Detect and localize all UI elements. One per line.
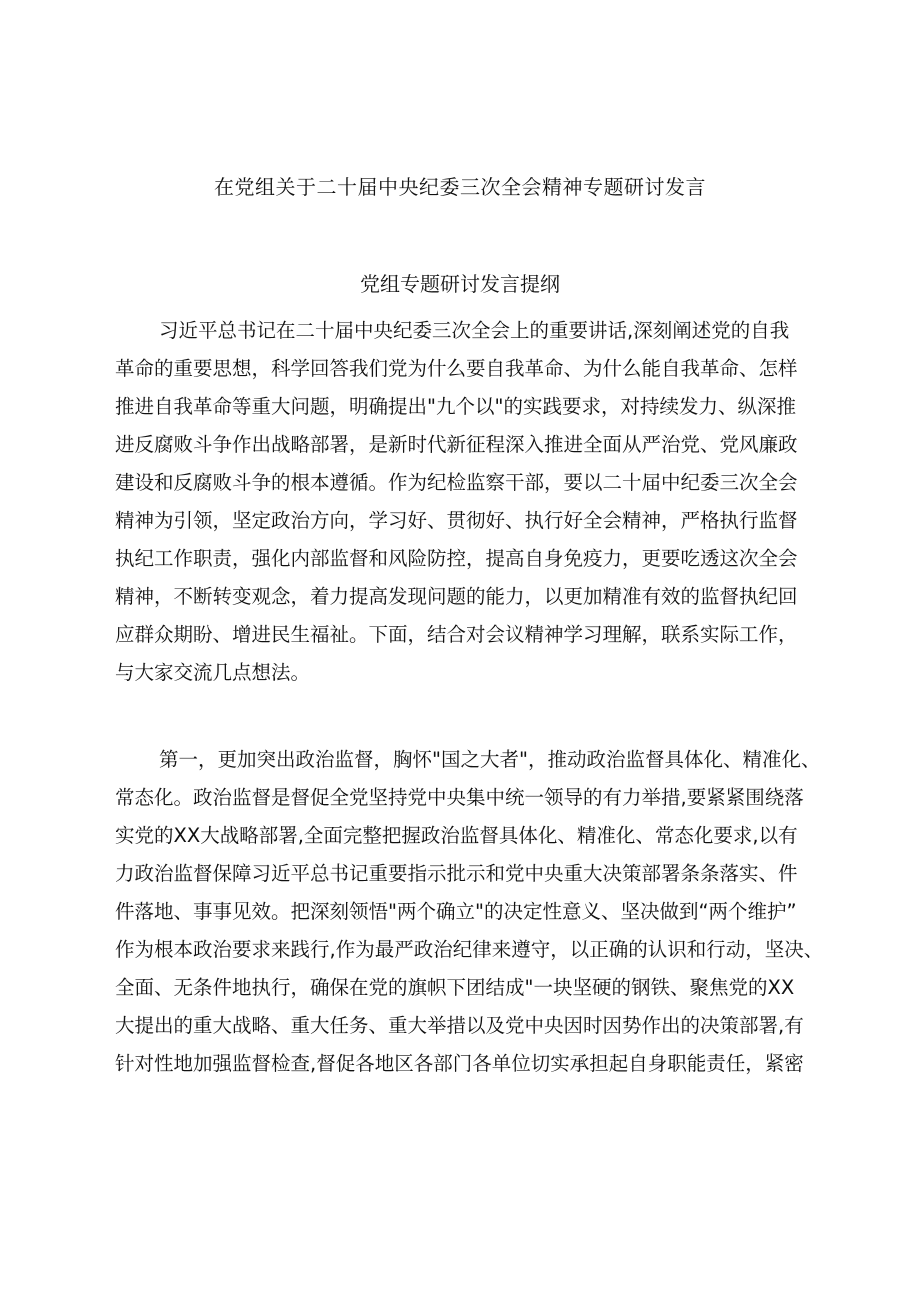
paragraph-line: 力政治监督保障习近平总书记重要指示批示和党中央重大决策部署条条落实、件	[115, 862, 798, 885]
paragraph-line: 推进自我革命等重大问题，明确提出"九个以"的实践要求，对持续发力、纵深推	[115, 395, 796, 418]
paragraph-line: 精神，不断转变观念，着力提高发现问题的能力，以更加精准有效的监督执纪回	[115, 585, 798, 608]
paragraph-line: 精神为引领，坚定政治方向，学习好、贯彻好、执行好全会精神，严格执行监督	[115, 509, 798, 532]
paragraph-line: 常态化。政治监督是督促全党坚持党中央集中统一领导的有力举措,要紧紧围绕落	[115, 786, 804, 809]
paragraph-line: 革命的重要思想，科学回答我们党为什么要自我革命、为什么能自我革命、怎样	[115, 357, 798, 380]
paragraph-line: 与大家交流几点想法。	[115, 661, 311, 684]
paragraph-line: 实党的XX大战略部署,全面完整把握政治监督具体化、精准化、常态化要求,以有	[115, 824, 798, 847]
paragraph-line: 应群众期盼、增进民生福祉。下面，结合对会议精神学习理解，联系实际工作，	[115, 623, 798, 646]
paragraph-line: 作为根本政治要求来践行,作为最严政治纪律来遵守，以正确的认识和行动，坚决、	[115, 938, 824, 961]
paragraph-1	[115, 312, 827, 692]
paragraph-line: 习近平总书记在二十届中央纪委三次全会上的重要讲话,深刻阐述党的自我	[159, 319, 790, 342]
paragraph-line: 件落地、事事见效。把深刻领悟"两个确立"的决定性意义、坚决做到“两个维护”	[115, 900, 797, 923]
paragraph-line: 执纪工作职责，强化内部监督和风险防控，提高自身免疫力，更要吃透这次全会	[115, 547, 798, 570]
paragraph-line: 进反腐败斗争作出战略部署，是新时代新征程深入推进全面从严治党、党风廉政	[115, 433, 798, 456]
paragraph-line: 针对性地加强监督检查,督促各地区各部门各单位切实承担起自身职能责任，紧密	[115, 1052, 804, 1075]
paragraph-line: 建设和反腐败斗争的根本遵循。作为纪检监察干部，要以二十届中纪委三次全会	[115, 471, 798, 494]
document-subtitle: 党组专题研讨发言提纲	[360, 272, 560, 296]
paragraph-2	[115, 741, 827, 1083]
document-title: 在党组关于二十届中央纪委三次全会精神专题研讨发言	[214, 175, 706, 199]
paragraph-line: 第一，更加突出政治监督，胸怀"国之大者"，推动政治监督具体化、精准化、	[159, 748, 821, 771]
paragraph-line: 全面、无条件地执行，确保在党的旗帜下团结成"一块坚硬的钢铁、聚焦党的XX	[115, 976, 795, 999]
paragraph-line: 大提出的重大战略、重大任务、重大举措以及党中央因时因势作出的决策部署,有	[115, 1014, 804, 1037]
